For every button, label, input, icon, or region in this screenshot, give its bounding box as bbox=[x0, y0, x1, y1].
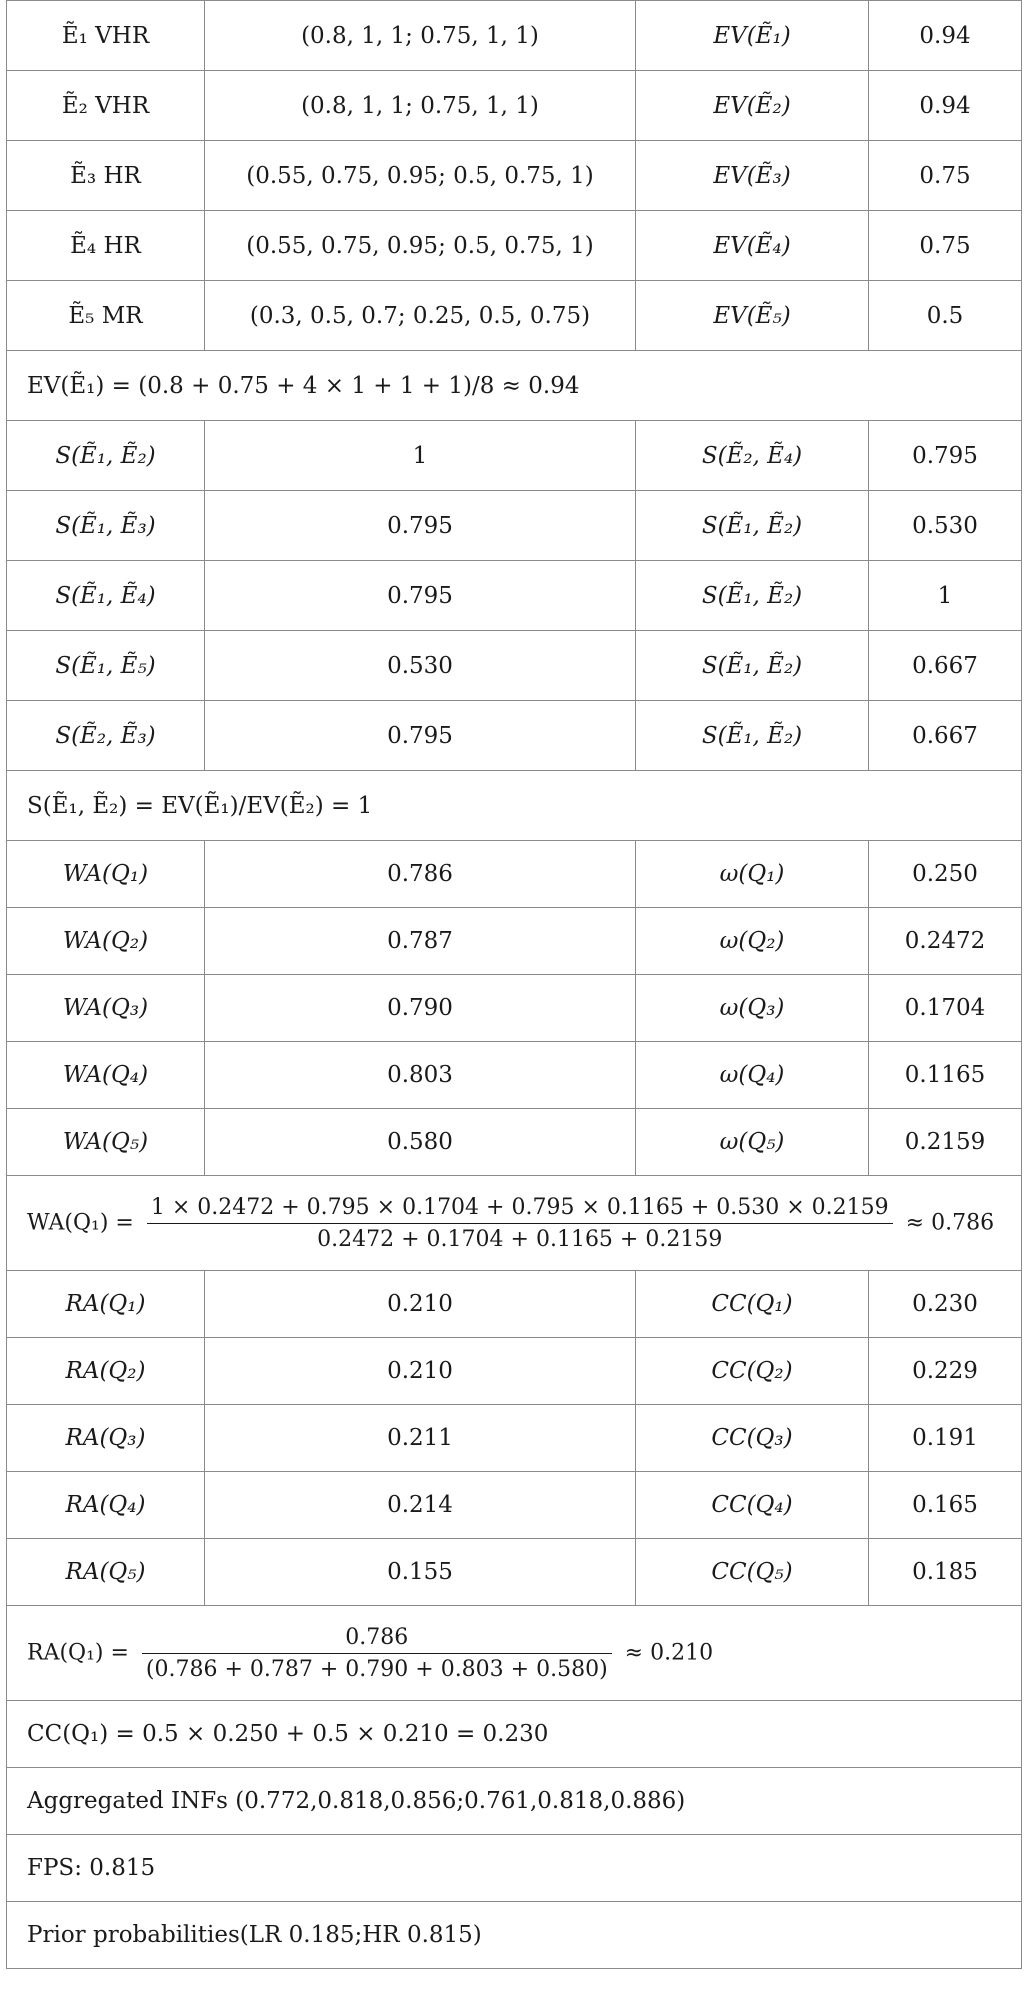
summary-row bbox=[7, 1835, 1022, 1902]
similarity-label: S(Ẽ₁, Ẽ₄) bbox=[7, 561, 205, 631]
ra-formula-rhs: ≈ 0.210 bbox=[624, 1640, 714, 1665]
similarity-value: 0.530 bbox=[205, 631, 636, 701]
score-row bbox=[7, 211, 1022, 281]
weight-row bbox=[7, 1042, 1022, 1109]
ra-label: RA(Q₁) bbox=[7, 1271, 205, 1338]
similarity-value: 0.667 bbox=[869, 631, 1022, 701]
weight-label: ω(Q₄) bbox=[636, 1042, 869, 1109]
weight-label: ω(Q₂) bbox=[636, 908, 869, 975]
similarity-value: 0.795 bbox=[205, 491, 636, 561]
ev-label: EV(Ẽ₂) bbox=[636, 71, 869, 141]
ra-label: RA(Q₅) bbox=[7, 1539, 205, 1606]
weight-value: 0.2159 bbox=[869, 1109, 1022, 1176]
formula-row bbox=[7, 1606, 1022, 1701]
ev-label: EV(Ẽ₁) bbox=[636, 1, 869, 71]
ra-value: 0.210 bbox=[205, 1338, 636, 1405]
expert-label: Ẽ₂ VHR bbox=[7, 71, 205, 141]
weight-value: 0.1704 bbox=[869, 975, 1022, 1042]
weight-row bbox=[7, 1109, 1022, 1176]
calculation-table bbox=[6, 0, 1022, 1969]
weight-row bbox=[7, 975, 1022, 1042]
similarity-row bbox=[7, 421, 1022, 491]
similarity-value: 0.795 bbox=[869, 421, 1022, 491]
wa-label: WA(Q₃) bbox=[7, 975, 205, 1042]
similarity-value: 1 bbox=[205, 421, 636, 491]
trapezoidal-number: (0.55, 0.75, 0.95; 0.5, 0.75, 1) bbox=[205, 211, 636, 281]
wa-label: WA(Q₂) bbox=[7, 908, 205, 975]
trapezoidal-number: (0.8, 1, 1; 0.75, 1, 1) bbox=[205, 71, 636, 141]
wa-value: 0.803 bbox=[205, 1042, 636, 1109]
cc-label: CC(Q₅) bbox=[636, 1539, 869, 1606]
similarity-label: S(Ẽ₂, Ẽ₄) bbox=[636, 421, 869, 491]
similarity-value: 0.530 bbox=[869, 491, 1022, 561]
ra-fraction bbox=[142, 1625, 612, 1682]
ra-denominator: (0.786 + 0.787 + 0.790 + 0.803 + 0.580) bbox=[145, 1656, 608, 1682]
wa-numerator: 1 × 0.2472 + 0.795 × 0.1704 + 0.795 × 0.1165 + 0.530 × 0.2159 bbox=[147, 1195, 893, 1224]
score-row bbox=[7, 281, 1022, 351]
similarity-value: 0.795 bbox=[205, 701, 636, 771]
ra-value: 0.155 bbox=[205, 1539, 636, 1606]
weight-value: 0.2472 bbox=[869, 908, 1022, 975]
similarity-row bbox=[7, 701, 1022, 771]
ev-label: EV(Ẽ₃) bbox=[636, 141, 869, 211]
wa-formula-rhs: ≈ 0.786 bbox=[905, 1210, 995, 1235]
ra-numerator: 0.786 bbox=[142, 1625, 612, 1654]
score-row bbox=[7, 141, 1022, 211]
summary-row bbox=[7, 1768, 1022, 1835]
ra-formula-lhs: RA(Q₁) = bbox=[27, 1640, 129, 1665]
cc-value: 0.191 bbox=[869, 1405, 1022, 1472]
similarity-label: S(Ẽ₁, Ẽ₂) bbox=[636, 701, 869, 771]
weight-row bbox=[7, 908, 1022, 975]
agreement-row bbox=[7, 1338, 1022, 1405]
ra-label: RA(Q₄) bbox=[7, 1472, 205, 1539]
wa-fraction bbox=[147, 1195, 893, 1252]
ra-value: 0.214 bbox=[205, 1472, 636, 1539]
similarity-label: S(Ẽ₁, Ẽ₃) bbox=[7, 491, 205, 561]
aggregated-infs: Aggregated INFs (0.772,0.818,0.856;0.761,0.818,0.886) bbox=[7, 1768, 1022, 1835]
summary-row bbox=[7, 1902, 1022, 1969]
ev-formula: EV(Ẽ₁) = (0.8 + 0.75 + 4 × 1 + 1 + 1)/8 ≈ 0.94 bbox=[7, 351, 1022, 421]
weight-label: ω(Q₁) bbox=[636, 841, 869, 908]
expert-label: Ẽ₄ HR bbox=[7, 211, 205, 281]
formula-row bbox=[7, 1701, 1022, 1768]
cc-label: CC(Q₂) bbox=[636, 1338, 869, 1405]
similarity-row bbox=[7, 491, 1022, 561]
agreement-row bbox=[7, 1405, 1022, 1472]
cc-value: 0.230 bbox=[869, 1271, 1022, 1338]
wa-label: WA(Q₁) bbox=[7, 841, 205, 908]
similarity-label: S(Ẽ₁, Ẽ₂) bbox=[636, 631, 869, 701]
ev-value: 0.94 bbox=[869, 71, 1022, 141]
similarity-label: S(Ẽ₁, Ẽ₂) bbox=[7, 421, 205, 491]
similarity-row bbox=[7, 631, 1022, 701]
ra-value: 0.210 bbox=[205, 1271, 636, 1338]
similarity-label: S(Ẽ₁, Ẽ₂) bbox=[636, 561, 869, 631]
weight-value: 0.250 bbox=[869, 841, 1022, 908]
expert-label: Ẽ₅ MR bbox=[7, 281, 205, 351]
weight-label: ω(Q₅) bbox=[636, 1109, 869, 1176]
weight-row bbox=[7, 841, 1022, 908]
wa-denominator: 0.2472 + 0.1704 + 0.1165 + 0.2159 bbox=[317, 1226, 723, 1252]
cc-label: CC(Q₄) bbox=[636, 1472, 869, 1539]
cc-value: 0.165 bbox=[869, 1472, 1022, 1539]
cc-label: CC(Q₁) bbox=[636, 1271, 869, 1338]
trapezoidal-number: (0.3, 0.5, 0.7; 0.25, 0.5, 0.75) bbox=[205, 281, 636, 351]
fps-value: FPS: 0.815 bbox=[7, 1835, 1022, 1902]
score-row bbox=[7, 71, 1022, 141]
ev-label: EV(Ẽ₅) bbox=[636, 281, 869, 351]
wa-formula bbox=[7, 1176, 1022, 1271]
cc-value: 0.229 bbox=[869, 1338, 1022, 1405]
prior-probabilities: Prior probabilities(LR 0.185;HR 0.815) bbox=[7, 1902, 1022, 1969]
ra-label: RA(Q₂) bbox=[7, 1338, 205, 1405]
wa-value: 0.786 bbox=[205, 841, 636, 908]
score-row bbox=[7, 1, 1022, 71]
wa-formula-lhs: WA(Q₁) = bbox=[27, 1210, 134, 1235]
weight-value: 0.1165 bbox=[869, 1042, 1022, 1109]
ev-value: 0.75 bbox=[869, 141, 1022, 211]
expert-label: Ẽ₁ VHR bbox=[7, 1, 205, 71]
ra-formula bbox=[7, 1606, 1022, 1701]
weight-label: ω(Q₃) bbox=[636, 975, 869, 1042]
ev-value: 0.94 bbox=[869, 1, 1022, 71]
similarity-value: 1 bbox=[869, 561, 1022, 631]
wa-label: WA(Q₄) bbox=[7, 1042, 205, 1109]
wa-value: 0.787 bbox=[205, 908, 636, 975]
ev-value: 0.5 bbox=[869, 281, 1022, 351]
formula-row bbox=[7, 351, 1022, 421]
similarity-row bbox=[7, 561, 1022, 631]
expert-label: Ẽ₃ HR bbox=[7, 141, 205, 211]
trapezoidal-number: (0.8, 1, 1; 0.75, 1, 1) bbox=[205, 1, 636, 71]
similarity-label: S(Ẽ₁, Ẽ₅) bbox=[7, 631, 205, 701]
cc-value: 0.185 bbox=[869, 1539, 1022, 1606]
wa-value: 0.790 bbox=[205, 975, 636, 1042]
agreement-row bbox=[7, 1472, 1022, 1539]
wa-value: 0.580 bbox=[205, 1109, 636, 1176]
cc-label: CC(Q₃) bbox=[636, 1405, 869, 1472]
ra-label: RA(Q₃) bbox=[7, 1405, 205, 1472]
trapezoidal-number: (0.55, 0.75, 0.95; 0.5, 0.75, 1) bbox=[205, 141, 636, 211]
ev-value: 0.75 bbox=[869, 211, 1022, 281]
similarity-value: 0.667 bbox=[869, 701, 1022, 771]
formula-row bbox=[7, 771, 1022, 841]
similarity-formula: S(Ẽ₁, Ẽ₂) = EV(Ẽ₁)/EV(Ẽ₂) = 1 bbox=[7, 771, 1022, 841]
cc-formula: CC(Q₁) = 0.5 × 0.250 + 0.5 × 0.210 = 0.230 bbox=[7, 1701, 1022, 1768]
ev-label: EV(Ẽ₄) bbox=[636, 211, 869, 281]
agreement-row bbox=[7, 1539, 1022, 1606]
agreement-row bbox=[7, 1271, 1022, 1338]
similarity-label: S(Ẽ₁, Ẽ₂) bbox=[636, 491, 869, 561]
ra-value: 0.211 bbox=[205, 1405, 636, 1472]
formula-row bbox=[7, 1176, 1022, 1271]
similarity-value: 0.795 bbox=[205, 561, 636, 631]
similarity-label: S(Ẽ₂, Ẽ₃) bbox=[7, 701, 205, 771]
wa-label: WA(Q₅) bbox=[7, 1109, 205, 1176]
